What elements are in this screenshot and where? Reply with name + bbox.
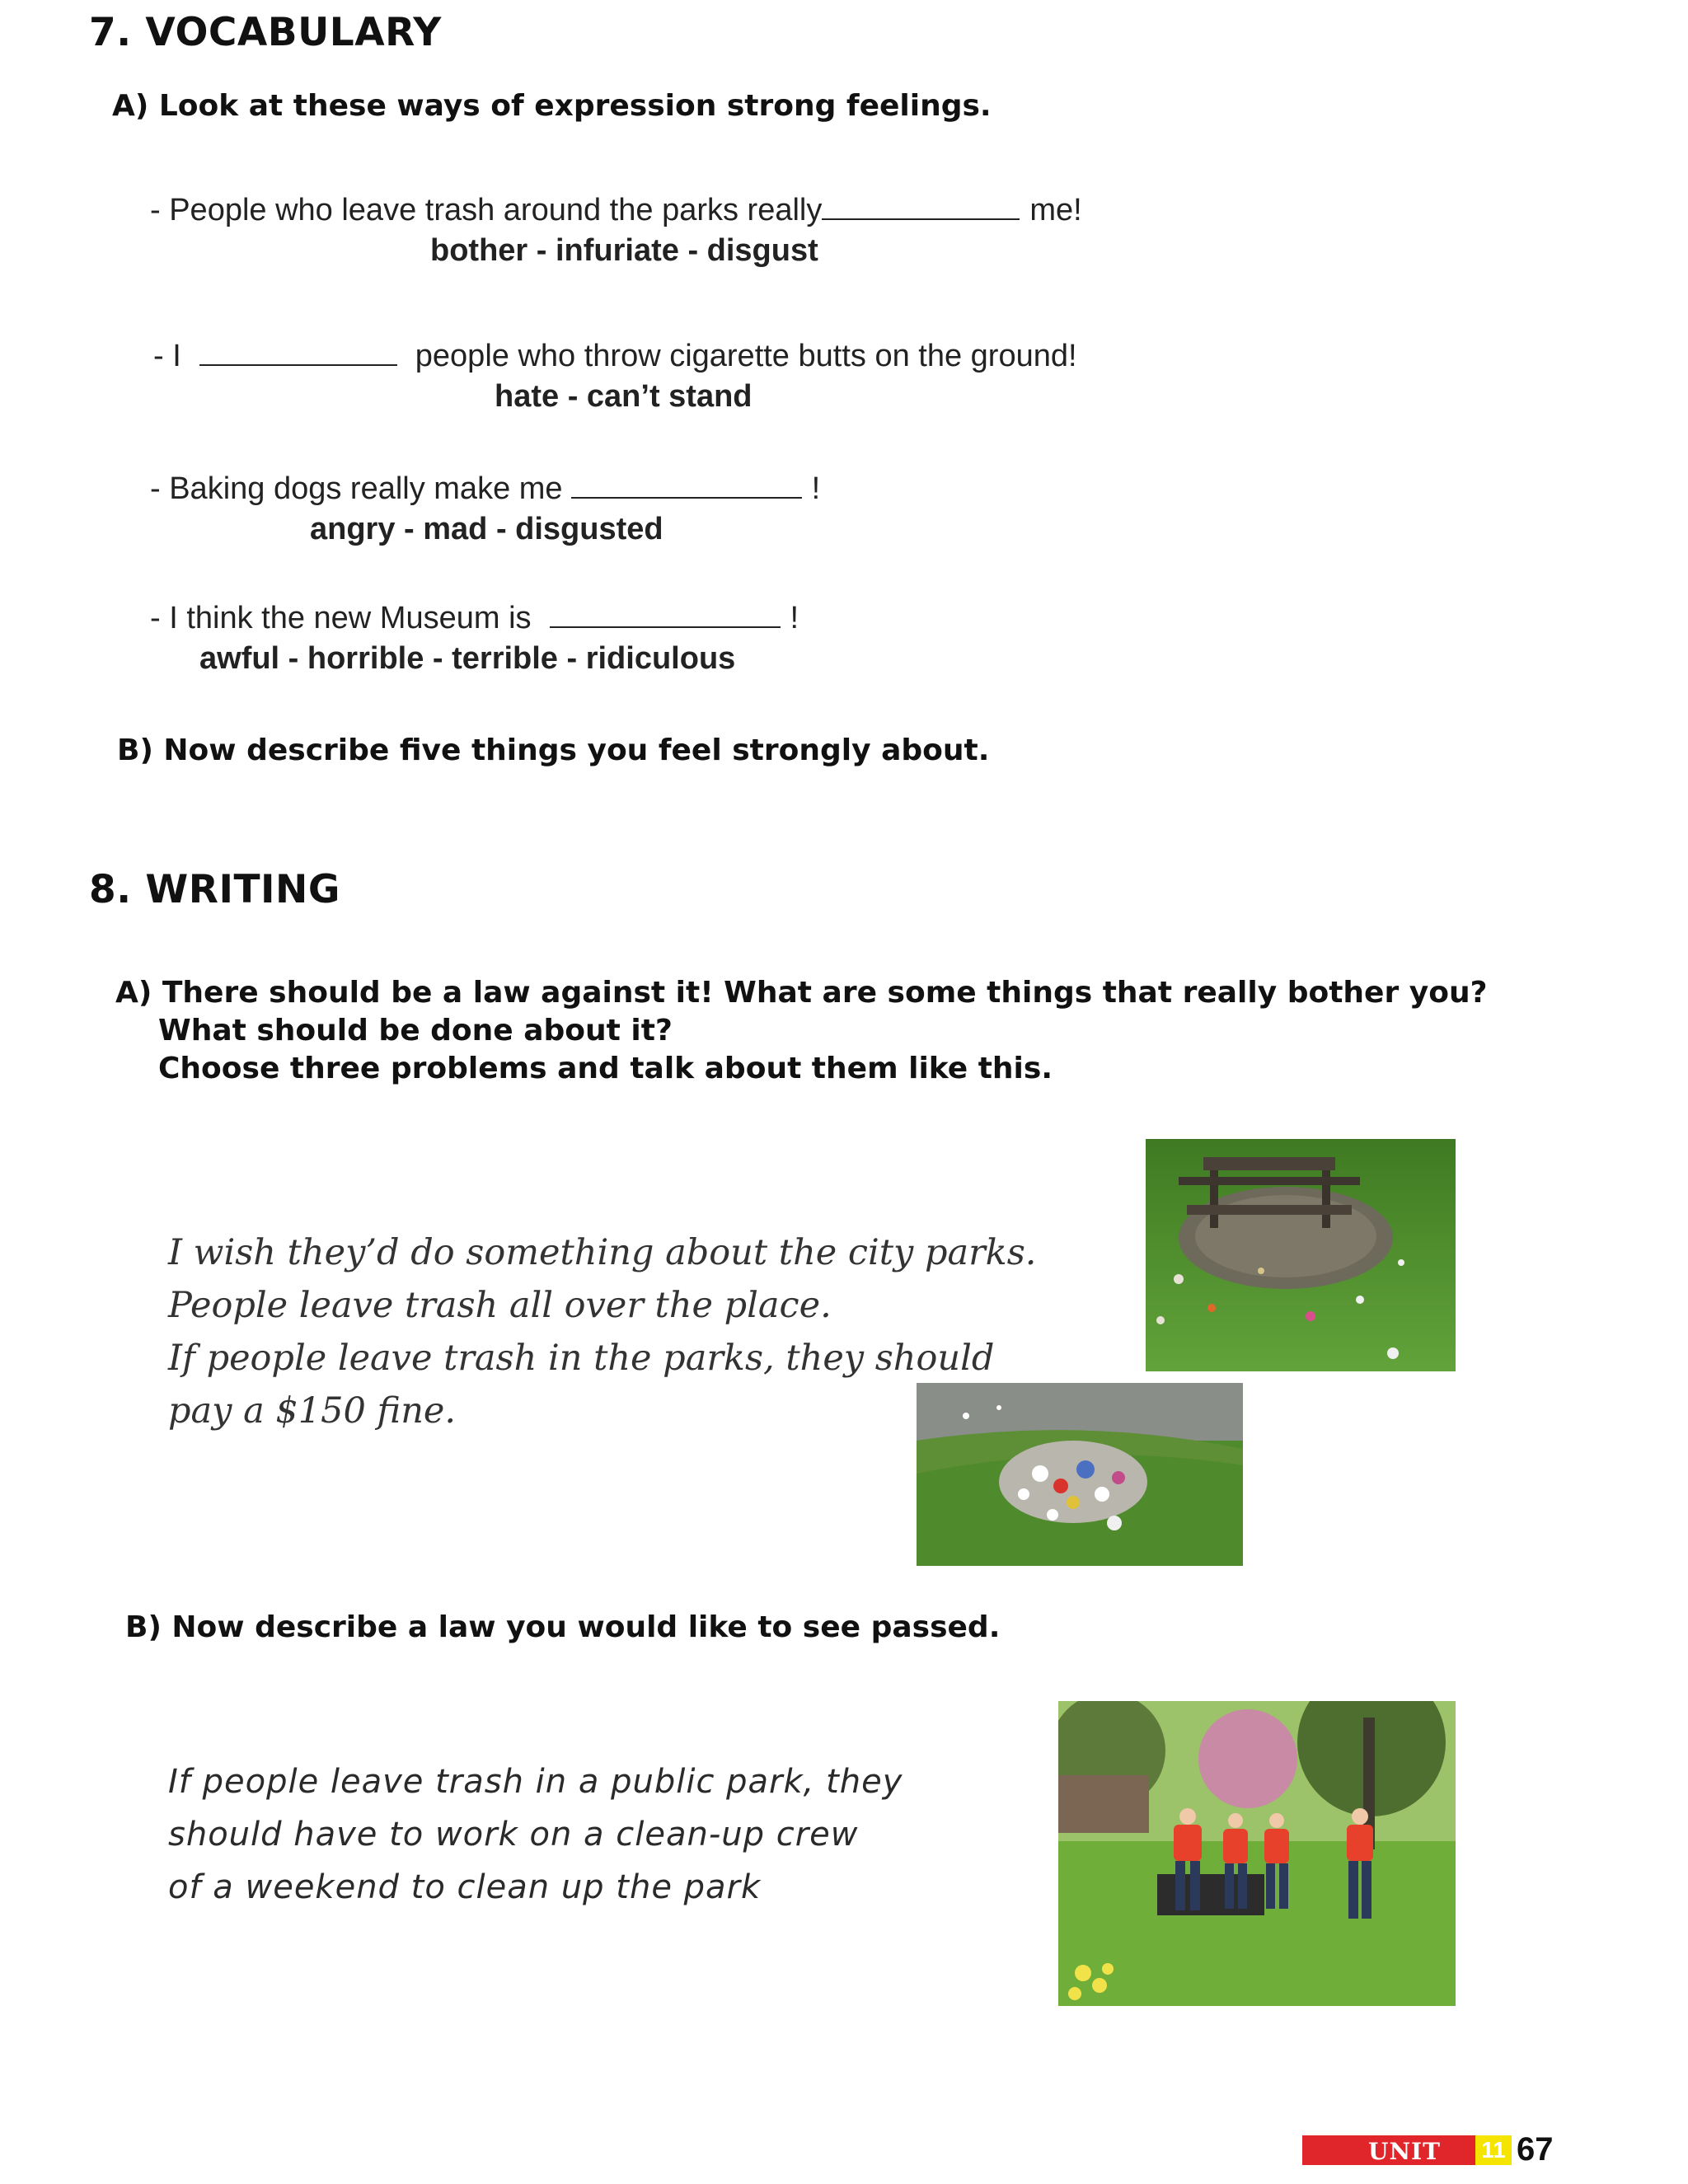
section-7-instruction-b: B) Now describe five things you feel strongly about. [117,733,990,767]
vocab-item-4-text-before: - I think the new Museum is [150,601,532,635]
section-8-instruction-b: B) Now describe a law you would like to see passed. [125,1610,1001,1644]
vocab-item-2-text-before: - I [153,339,181,373]
vocab-item-3-text-after: ! [811,471,821,506]
example-b-line: If people leave trash in a public park, they [168,1763,903,1801]
vocab-item-1-text-after: me! [1029,193,1082,227]
section-7-title: 7. VOCABULARY [89,10,442,55]
example-a-line: People leave trash all over the place. [168,1285,832,1326]
photo-trash-pile [917,1383,1243,1566]
footer-unit-number: 11 [1475,2135,1512,2165]
vocab-item-4-options: awful - horrible - terrible - ridiculous [199,641,736,676]
section-8-instruction-a-line-2: What should be done about it? [158,1014,673,1047]
page-number: 67 [1517,2131,1554,2168]
footer-unit-label: UNIT [1368,2138,1441,2165]
vocab-item-1-options: bother - infuriate - disgust [430,233,818,268]
section-8-instruction-a-line-3: Choose three problems and talk about them like this. [158,1052,1053,1085]
section-8-instruction-a-line-1: A) There should be a law against it! What are some things that really bother you? [115,976,1488,1010]
vocab-item-4-text-after: ! [790,601,799,635]
example-a-line: pay a $150 fine. [168,1390,457,1432]
vocab-item-1 [150,193,1082,228]
example-a-handwriting [168,1226,1036,1437]
example-b-line: should have to work on a clean-up crew [168,1816,859,1854]
answer-blank[interactable] [822,194,1020,220]
section-8-title: 8. WRITING [89,867,340,912]
vocab-item-2-text-after: people who throw cigarette butts on the ground! [415,339,1077,373]
example-a-line: If people leave trash in the parks, they should [168,1338,995,1379]
vocab-item-1-text-before: - People who leave trash around the parks really [150,193,823,227]
vocab-item-4 [150,601,799,636]
answer-blank[interactable] [199,340,397,366]
footer-unit-bar [1302,2135,1475,2165]
example-b-line: of a weekend to clean up the park [168,1868,762,1906]
vocab-item-2-options: hate - can’t stand [495,379,753,414]
answer-blank[interactable] [571,472,802,499]
vocab-item-3-options: angry - mad - disgusted [310,512,663,546]
answer-blank[interactable] [550,602,781,628]
example-a-line: I wish they’d do something about the city parks. [168,1232,1037,1273]
section-7-instruction-a: A) Look at these ways of expression strong feelings. [112,89,992,123]
photo-picnic-table-trash [1146,1139,1456,1371]
example-b-handwriting [168,1755,903,1914]
photo-cleanup-crew [1058,1701,1456,2006]
vocab-item-3-text-before: - Baking dogs really make me [150,471,563,506]
vocab-item-2 [153,339,1077,374]
vocab-item-3 [150,471,820,507]
